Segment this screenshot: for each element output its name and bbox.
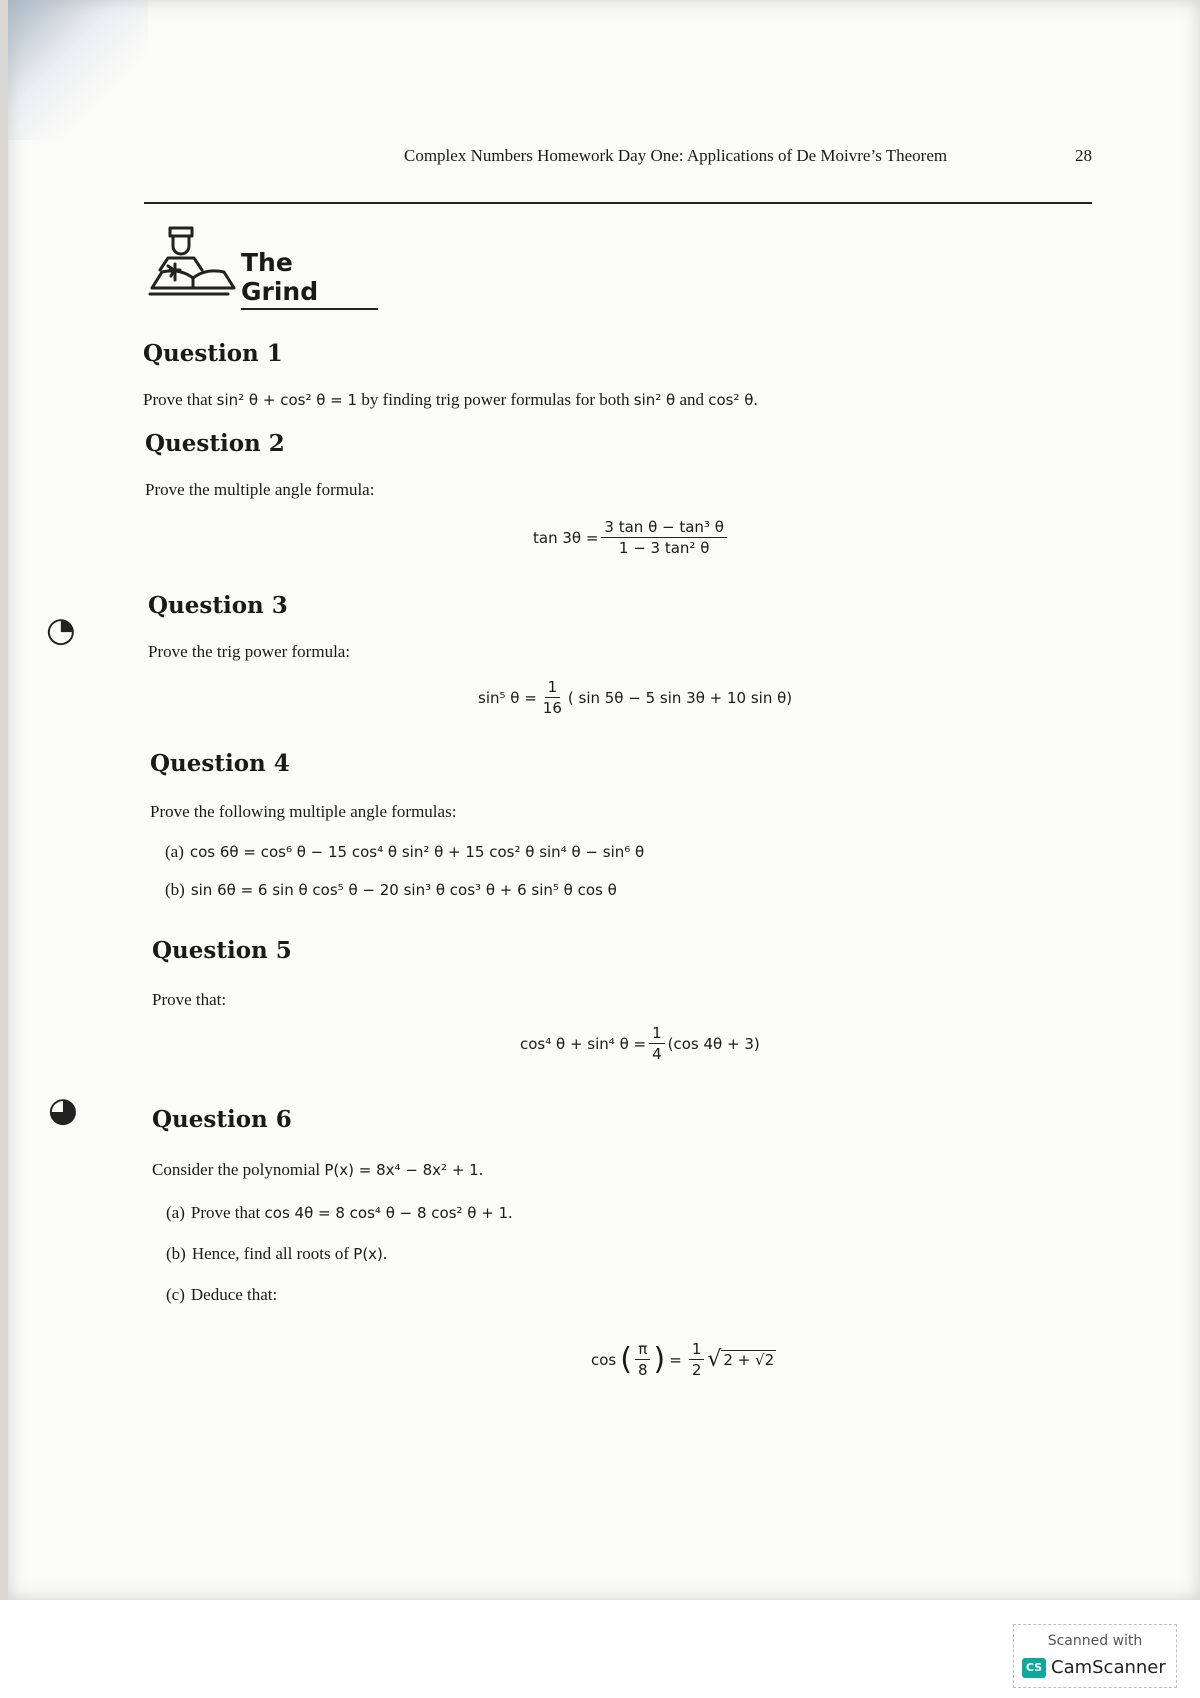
- q1-text-b: by finding trig power formulas for both: [357, 390, 634, 409]
- q6-eq-root-sign: √: [707, 1347, 722, 1372]
- question-5-equation: [520, 1024, 760, 1063]
- q6a-period: .: [508, 1203, 513, 1222]
- scanner-brand-name: CamScanner: [1051, 1657, 1166, 1678]
- q3-eq-rhs: ( sin 5θ − 5 sin 3θ + 10 sin θ): [567, 688, 793, 707]
- scan-shadow: [8, 0, 148, 140]
- question-5-title: Question 5: [152, 937, 292, 964]
- q1-math-sin2: sin² θ: [633, 391, 676, 409]
- q6-eq-half-den: 2: [691, 1361, 702, 1379]
- section-header: [148, 222, 378, 312]
- q6a-label: (a): [166, 1203, 185, 1222]
- page-number: 28: [1075, 146, 1092, 165]
- question-1-text: [143, 390, 758, 410]
- q5-eq-rhs: (cos 4θ + 3): [667, 1034, 760, 1053]
- camscanner-logo-icon: CS: [1022, 1658, 1046, 1678]
- punch-hole-mark: ◕: [48, 1090, 78, 1130]
- question-3-title: Question 3: [148, 592, 288, 619]
- q5-fraction: [649, 1024, 665, 1063]
- q6-eq-arg-den: 8: [637, 1361, 648, 1379]
- q6c-label: (c): [166, 1285, 185, 1304]
- q6-eq-equals: =: [669, 1350, 682, 1369]
- q3-fraction: [540, 678, 565, 717]
- question-3-equation: [478, 678, 792, 717]
- question-4-part-a: [165, 842, 644, 862]
- question-2-equation: [533, 518, 730, 557]
- q4a-formula: cos 6θ = cos⁶ θ − 15 cos⁴ θ sin² θ + 15 cos² θ sin⁴ θ − sin⁶ θ: [189, 843, 645, 861]
- page-paper: [8, 0, 1200, 1600]
- student-reading-icon: [148, 222, 238, 312]
- question-4-part-b: [165, 880, 617, 900]
- scanner-caption: Scanned with: [1047, 1633, 1143, 1649]
- q6-eq-paren-open: (: [620, 1342, 632, 1377]
- q2-fraction: [601, 518, 726, 557]
- question-1-title: Question 1: [143, 340, 283, 367]
- q6a-text: Prove that: [190, 1203, 265, 1222]
- q4b-formula: sin 6θ = 6 sin θ cos⁵ θ − 20 sin³ θ cos³ θ + 6 sin⁵ θ cos θ: [190, 881, 617, 899]
- q5-denominator: 4: [652, 1045, 662, 1063]
- q5-numerator: 1: [649, 1024, 665, 1044]
- q6b-label: (b): [166, 1244, 186, 1263]
- q2-eq-lhs: tan 3θ =: [533, 528, 599, 547]
- question-5-text: Prove that:: [152, 990, 227, 1009]
- q6c-text: Deduce that:: [190, 1285, 278, 1304]
- scanner-brand: [1022, 1657, 1166, 1678]
- q3-denominator: 16: [542, 699, 562, 717]
- punch-hole-mark: ◔: [46, 610, 76, 650]
- question-6-text: [152, 1160, 483, 1180]
- q6-text-a: Consider the polynomial: [152, 1160, 325, 1179]
- q2-denominator: 1 − 3 tan² θ: [618, 539, 710, 557]
- q6-eq-arg-fraction: [635, 1340, 651, 1379]
- question-6-title: Question 6: [152, 1106, 292, 1133]
- question-6-part-b: [166, 1244, 393, 1264]
- question-6-part-a: [166, 1203, 518, 1223]
- page-header: [144, 142, 1092, 204]
- q6-text-b: .: [478, 1160, 483, 1179]
- q6-eq-half: [689, 1340, 705, 1379]
- q6-polynomial: P(x) = 8x⁴ − 8x² + 1: [324, 1161, 479, 1179]
- q4a-label: (a): [165, 842, 184, 861]
- q3-numerator: 1: [545, 678, 561, 698]
- q1-math-identity: sin² θ + cos² θ = 1: [216, 391, 358, 409]
- q2-numerator: 3 tan θ − tan³ θ: [601, 518, 726, 538]
- scanner-watermark: [1013, 1624, 1177, 1688]
- q6-eq-paren-close: ): [653, 1342, 666, 1377]
- q6-eq-arg-num: π: [635, 1340, 650, 1360]
- q6b-text: Hence, find all roots of: [191, 1244, 354, 1263]
- q1-text-c: and: [675, 390, 709, 409]
- question-4-text: Prove the following multiple angle formulas:: [150, 802, 457, 821]
- question-6-equation: [591, 1340, 776, 1379]
- q5-eq-lhs: cos⁴ θ + sin⁴ θ =: [520, 1034, 647, 1053]
- q6-eq-half-num: 1: [689, 1340, 705, 1360]
- header-title: Complex Numbers Homework Day One: Applications of De Moivre’s Theorem: [404, 146, 948, 165]
- q1-text-a: Prove that: [143, 390, 217, 409]
- question-3-text: Prove the trig power formula:: [148, 642, 351, 661]
- q6-eq-root-inner: 2 + √2: [723, 1351, 775, 1369]
- q6b-period: .: [382, 1244, 388, 1263]
- question-2-text: Prove the multiple angle formula:: [145, 480, 375, 499]
- q6a-math: cos 4θ = 8 cos⁴ θ − 8 cos² θ + 1: [264, 1204, 509, 1222]
- question-6-part-c: [166, 1285, 283, 1305]
- question-2-title: Question 2: [145, 430, 285, 457]
- section-title: The Grind: [241, 248, 378, 310]
- question-4-title: Question 4: [150, 750, 290, 777]
- q6-eq-cos: cos: [591, 1350, 617, 1369]
- q1-text-d: .: [753, 390, 758, 409]
- q1-math-cos2: cos² θ: [708, 391, 754, 409]
- q6b-math: P(x): [353, 1245, 383, 1263]
- q3-eq-lhs: sin⁵ θ =: [478, 688, 537, 707]
- q4b-label: (b): [165, 880, 185, 899]
